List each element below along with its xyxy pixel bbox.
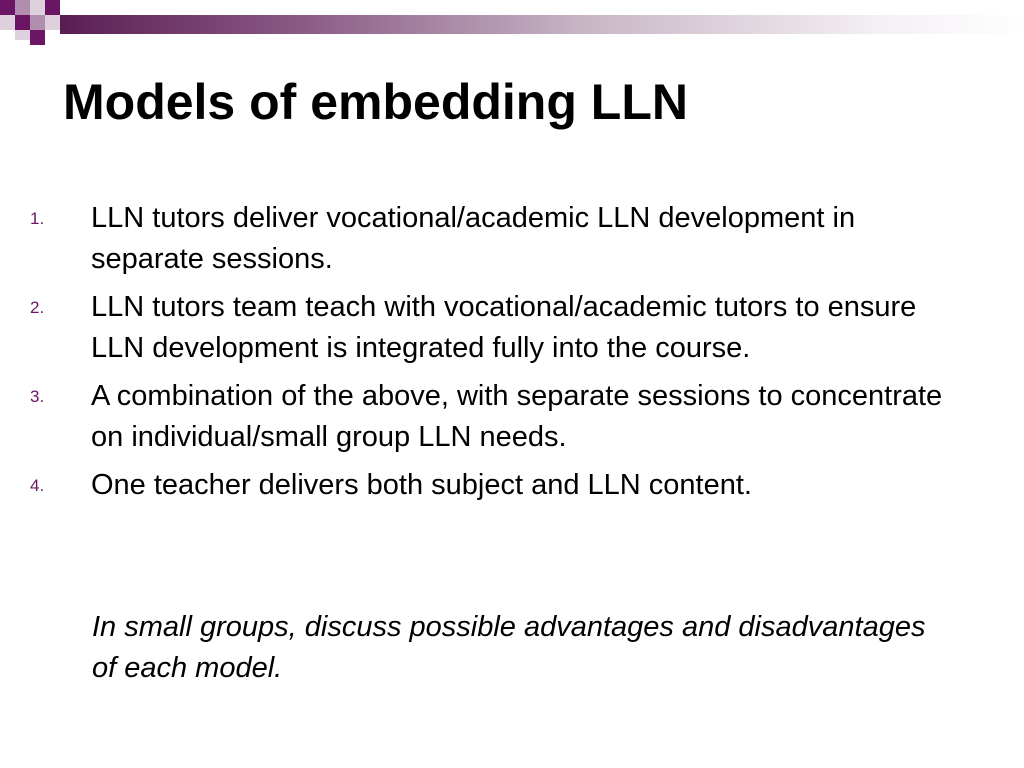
list-item [0,376,1024,458]
header-decoration [0,0,1024,34]
list-item-text: A combination of the above, with separate sessions to concentrate on individual/small group LLN needs. [91,380,943,453]
decor-square [30,30,45,45]
decor-square [30,0,45,15]
list-item-text: LLN tutors team teach with vocational/academic tutors to ensure LLN development is integrated fully into the course. [91,291,917,364]
list-item-number: 2. [30,298,45,317]
header-gradient-bar [60,15,1024,34]
decor-square [15,0,30,15]
decor-square [15,15,30,30]
decor-square [0,15,15,30]
numbered-list [0,198,1024,513]
list-item-text: LLN tutors deliver vocational/academic LLN development in separate sessions. [91,202,856,275]
slide-title: Models of embedding LLN [63,74,688,130]
decor-square [45,0,60,15]
decor-square [0,0,15,15]
decor-square [45,15,60,30]
decor-square [30,15,45,30]
list-item-number: 3. [30,387,45,406]
list-item-number: 1. [30,209,45,228]
discussion-prompt: In small groups, discuss possible advantages and disadvantages of each model. [92,611,926,684]
list-item [0,198,1024,280]
decor-square [15,30,30,40]
list-item [0,465,1024,506]
list-item-number: 4. [30,476,45,495]
list-item-text: One teacher delivers both subject and LLN content. [91,469,752,501]
list-item [0,287,1024,369]
